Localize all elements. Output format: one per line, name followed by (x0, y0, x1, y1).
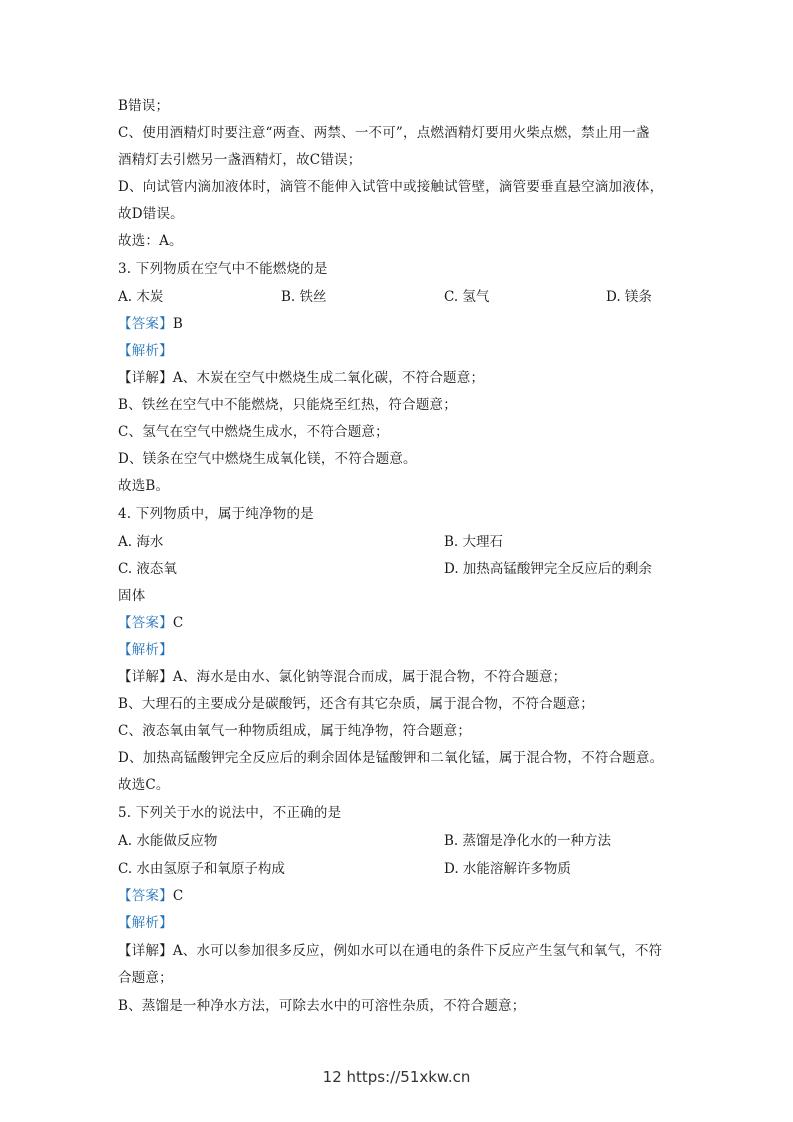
q3-answer (118, 314, 183, 334)
answer-value: C (172, 615, 184, 631)
q3-detail (118, 368, 484, 388)
text-line: 合题意； (118, 970, 173, 986)
detail-text: A、木炭在空气中燃烧生成二氧化碳，不符合题意； (172, 370, 485, 386)
q3-analysis-tag: 【解析】 (118, 343, 173, 359)
q3-option-a: A. 木炭 (118, 289, 164, 305)
q4-option-d: D. 加热高锰酸钾完全反应后的剩余 (444, 561, 652, 577)
detail-tag: 【详解】 (118, 669, 173, 685)
question-4-stem: 4. 下列物质中，属于纯净物的是 (118, 506, 314, 522)
q5-option-b: B. 蒸馏是净化水的一种方法 (444, 833, 612, 849)
q4-analysis-tag: 【解析】 (118, 642, 173, 658)
q3-option-c: C. 氢气 (444, 289, 490, 305)
text-line: B、蒸馏是一种净水方法，可除去水中的可溶性杂质，不符合题意； (118, 998, 526, 1014)
text-line: B、铁丝在空气中不能燃烧，只能烧至红热，符合题意； (118, 397, 457, 413)
text-line: C、使用酒精灯时要注意“两查、两禁、一不可”，点燃酒精灯要用火柴点燃，禁止用一盏 (118, 125, 650, 141)
text-line: C、氢气在空气中燃烧生成水，不符合题意； (118, 424, 389, 440)
q5-option-a: A. 水能做反应物 (118, 833, 218, 849)
q5-option-d: D. 水能溶解许多物质 (444, 861, 571, 877)
page-footer: 12 https://51xkw.cn (322, 1068, 471, 1086)
question-5-stem: 5. 下列关于水的说法中，不正确的是 (118, 805, 342, 821)
text-line: 酒精灯去引燃另一盏酒精灯，故C错误； (118, 152, 362, 168)
answer-value: C (172, 888, 184, 904)
text-line: D、向试管内滴加液体时，滴管不能伸入试管中或接触试管壁，滴管要垂直悬空滴加液体， (118, 179, 664, 195)
q5-answer (118, 886, 183, 906)
q3-option-b: B. 铁丝 (281, 289, 327, 305)
text-line: 故D错误。 (118, 206, 184, 222)
detail-text: A、海水是由水、氯化钠等混合而成，属于混合物，不符合题意； (172, 669, 567, 685)
q4-answer (118, 613, 183, 633)
q4-option-c: C. 液态氧 (118, 561, 177, 577)
q4-option-continuation: 固体 (118, 588, 146, 604)
text-line: 故选B。 (118, 478, 170, 494)
text-line: D、镁条在空气中燃烧生成氧化镁，不符合题意。 (118, 451, 417, 467)
q4-option-a: A. 海水 (118, 534, 164, 550)
text-line: 故选C。 (118, 777, 170, 793)
text-line: D、加热高锰酸钾完全反应后的剩余固体是锰酸钾和二氧化锰，属于混合物，不符合题意。 (118, 750, 664, 766)
q5-option-c: C. 水由氢原子和氧原子构成 (118, 861, 285, 877)
text-line: 故选：A。 (118, 233, 183, 249)
q5-analysis-tag: 【解析】 (118, 915, 173, 931)
question-3-stem: 3. 下列物质在空气中不能燃烧的是 (118, 261, 328, 277)
answer-tag: 【答案】 (118, 615, 173, 631)
detail-tag: 【详解】 (118, 943, 173, 959)
detail-tag: 【详解】 (118, 370, 173, 386)
q5-detail (118, 941, 662, 961)
text-line: B、大理石的主要成分是碳酸钙，还含有其它杂质，属于混合物，不符合题意； (118, 696, 594, 712)
q4-option-b: B. 大理石 (444, 534, 504, 550)
q4-detail (118, 667, 566, 687)
text-line: C、液态氧由氧气一种物质组成，属于纯净物，符合题意； (118, 723, 472, 739)
answer-tag: 【答案】 (118, 888, 173, 904)
text-line: B错误； (118, 98, 170, 114)
answer-value: B (172, 316, 183, 332)
answer-tag: 【答案】 (118, 316, 173, 332)
detail-text: A、水可以参加很多反应，例如水可以在通电的条件下反应产生氢气和氧气，不符 (172, 943, 663, 959)
q3-option-d: D. 镁条 (606, 289, 652, 305)
